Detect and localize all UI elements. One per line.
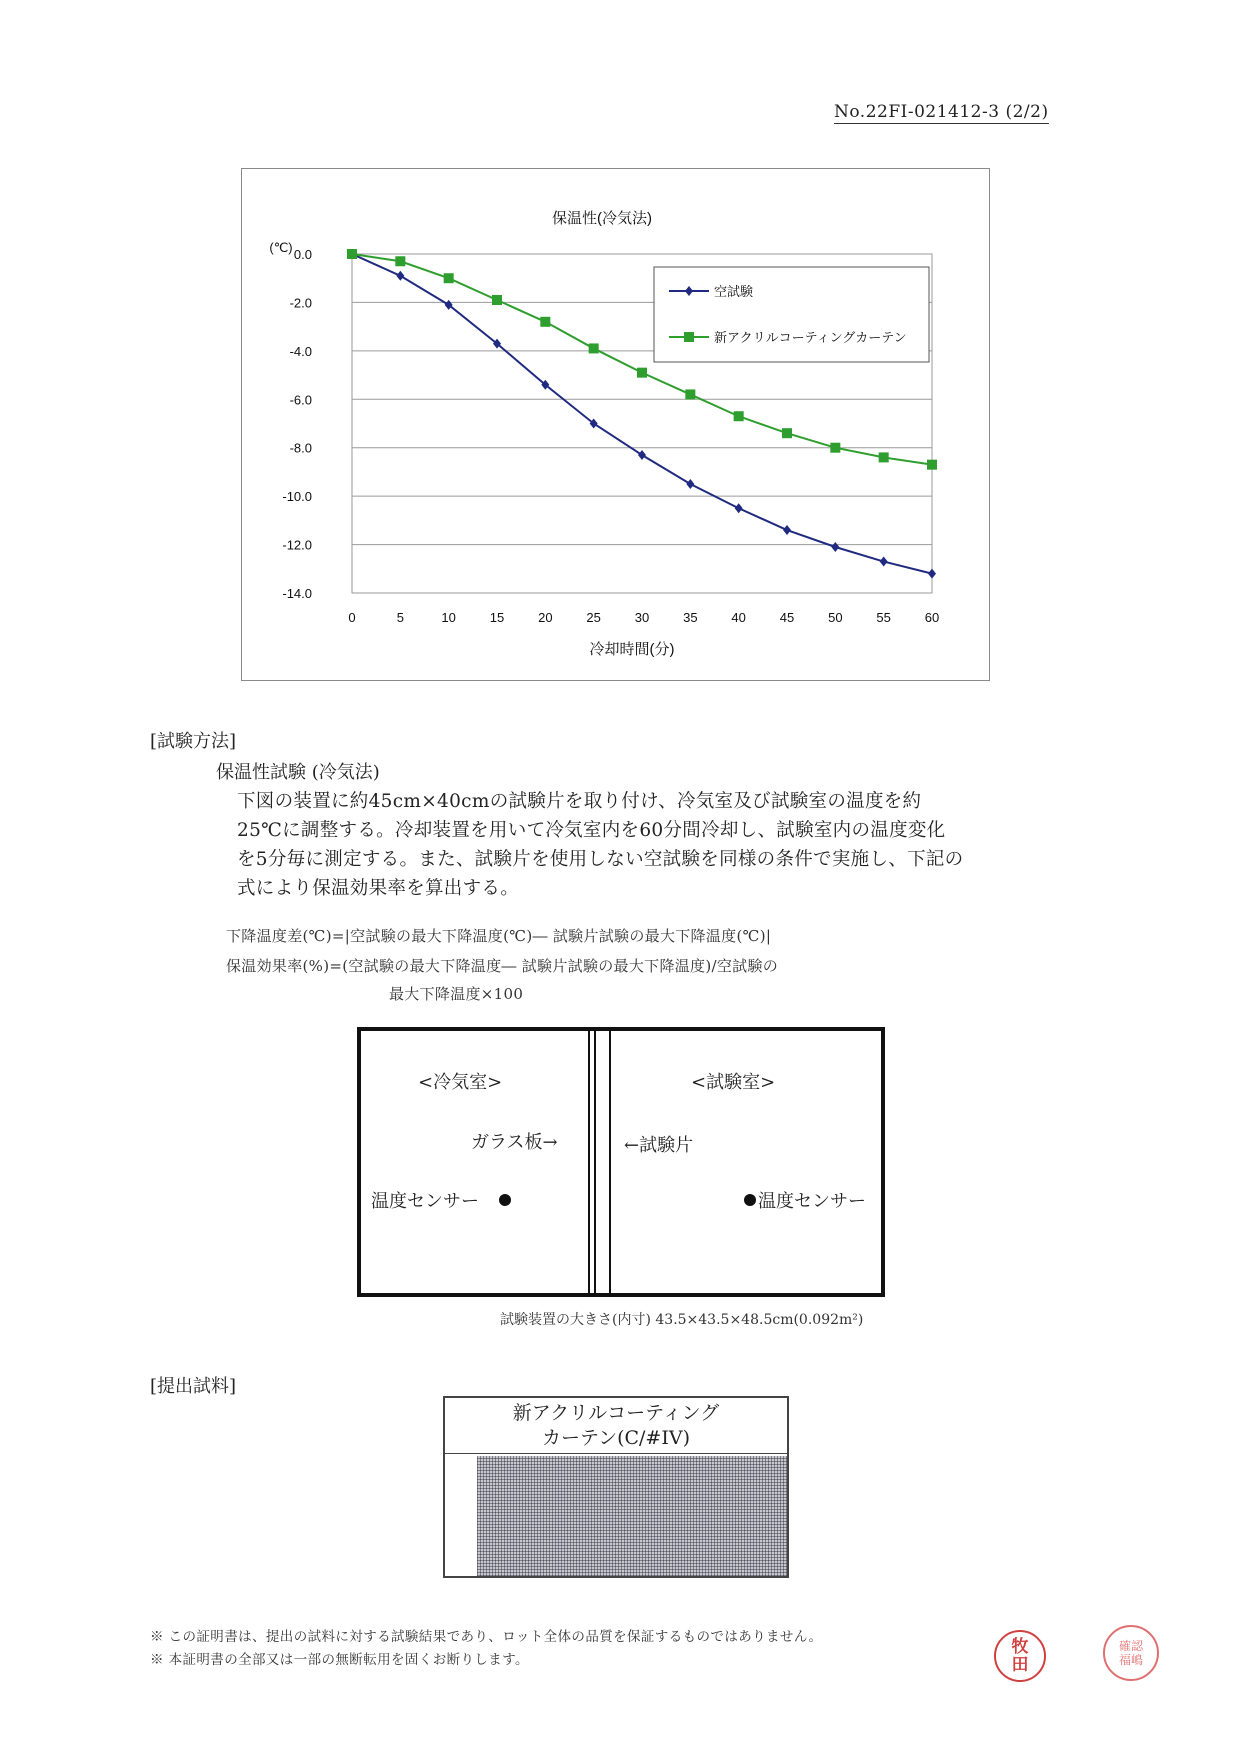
x-tick-label: 10 xyxy=(441,610,456,625)
y-tick-label: -4.0 xyxy=(289,343,312,359)
data-point xyxy=(396,271,404,281)
method-paragraph-line: 下図の装置に約45cm×40cmの試験片を取り付け、冷気室及び試験室の温度を約 xyxy=(237,791,922,812)
sample-name-line1: 新アクリルコーティング xyxy=(512,1402,720,1424)
formula-line: 保温効果率(%)=(空試験の最大下降温度― 試験片試験の最大下降温度)/空試験の xyxy=(226,957,779,975)
chart-title: 保温性(冷気法) xyxy=(552,210,652,227)
sample-swatch xyxy=(477,1456,787,1576)
data-point xyxy=(540,317,550,327)
y-tick-label: -2.0 xyxy=(289,295,312,311)
x-tick-label: 40 xyxy=(731,610,746,625)
data-point xyxy=(347,249,357,259)
sample-name-line2: カーテン(C/#IV) xyxy=(542,1427,690,1449)
formula-line: 最大下降温度×100 xyxy=(389,985,524,1003)
y-tick-label: -10.0 xyxy=(282,489,312,505)
makita-seal-text: 牧田 xyxy=(1011,1637,1029,1675)
data-point xyxy=(734,411,744,421)
glass-plate-line xyxy=(594,1031,596,1293)
verification-seal-text: 確認福嶋 xyxy=(1118,1639,1143,1667)
method-paragraph-line: を5分毎に測定する。また、試験片を使用しない空試験を同様の条件で実施し、下記の xyxy=(237,849,964,870)
data-point xyxy=(830,443,840,453)
x-tick-label: 30 xyxy=(634,610,650,625)
chart-legend xyxy=(654,267,929,362)
x-tick-label: 0 xyxy=(348,610,356,625)
apparatus-diagram xyxy=(357,1027,885,1297)
data-point xyxy=(686,479,694,489)
right-sensor-label: 温度センサー xyxy=(758,1191,866,1212)
chart-xlabel: 冷却時間(分) xyxy=(589,641,675,658)
data-point xyxy=(879,452,889,462)
cold-room-label: <冷気室> xyxy=(418,1072,503,1093)
right-sensor-dot xyxy=(744,1194,756,1206)
y-tick-label: -6.0 xyxy=(289,392,312,408)
x-tick-label: 60 xyxy=(924,610,940,625)
x-tick-label: 25 xyxy=(586,610,601,625)
data-point xyxy=(492,295,502,305)
sample-name xyxy=(445,1398,787,1454)
y-tick-label: -8.0 xyxy=(289,440,312,456)
data-point xyxy=(444,273,454,283)
data-point xyxy=(927,460,937,470)
legend-marker xyxy=(684,332,694,342)
legend-label: 新アクリルコーティングカーテン xyxy=(714,330,907,345)
data-point xyxy=(685,389,695,399)
glass-plate-label: ガラス板→ xyxy=(471,1132,558,1153)
data-point xyxy=(395,256,405,266)
left-sensor-dot xyxy=(499,1194,511,1206)
temperature-chart xyxy=(242,169,991,682)
x-tick-label: 5 xyxy=(396,610,404,625)
x-tick-label: 35 xyxy=(683,610,698,625)
apparatus-size: 試験装置の大きさ(内寸) 43.5×43.5×48.5cm(0.092m²) xyxy=(500,1312,864,1328)
sample-section-label: [提出試料] xyxy=(150,1376,237,1397)
sample-box xyxy=(443,1396,789,1578)
data-point xyxy=(783,525,791,535)
footnote: ※ 本証明書の全部又は一部の無断転用を固くお断りします。 xyxy=(150,1652,529,1668)
verification-seal xyxy=(1103,1625,1159,1681)
specimen-line xyxy=(609,1031,611,1293)
method-paragraph-line: 25℃に調整する。冷却装置を用いて冷気室内を60分間冷却し、試験室内の温度変化 xyxy=(237,820,946,841)
data-point xyxy=(735,503,743,513)
y-tick-label: -14.0 xyxy=(282,586,312,601)
makita-seal xyxy=(994,1630,1046,1682)
test-room-label: <試験室> xyxy=(691,1072,776,1093)
chart-frame xyxy=(241,168,990,681)
x-tick-label: 55 xyxy=(876,610,891,625)
y-tick-label: -12.0 xyxy=(282,537,312,553)
x-tick-label: 20 xyxy=(538,610,553,625)
document-number: No.22FI-021412-3 (2/2) xyxy=(834,102,1049,122)
data-point xyxy=(928,569,936,579)
footnote: ※ この証明書は、提出の試料に対する試験結果であり、ロット全体の品質を保証するものではありません。 xyxy=(150,1629,823,1645)
method-title: 保温性試験 (冷気法) xyxy=(216,762,380,783)
y-tick-label: 0.0 xyxy=(293,247,312,262)
method-section-label: [試験方法] xyxy=(150,731,237,752)
data-point xyxy=(831,542,839,552)
specimen-label: ←試験片 xyxy=(624,1135,694,1156)
data-point xyxy=(880,557,888,567)
data-point xyxy=(589,343,599,353)
glass-plate-line xyxy=(588,1031,590,1293)
x-tick-label: 45 xyxy=(779,610,795,625)
x-tick-label: 15 xyxy=(489,610,505,625)
chart-ylabel: (℃) xyxy=(269,240,293,255)
data-point xyxy=(782,428,792,438)
left-sensor-label: 温度センサー xyxy=(371,1191,479,1212)
legend-label: 空試験 xyxy=(714,284,754,299)
method-paragraph-line: 式により保温効果率を算出する。 xyxy=(237,878,520,899)
formula-line: 下降温度差(℃)=|空試験の最大下降温度(℃)― 試験片試験の最大下降温度(℃)| xyxy=(226,927,772,945)
data-point xyxy=(638,450,646,460)
x-tick-label: 50 xyxy=(828,610,843,625)
data-point xyxy=(637,368,647,378)
